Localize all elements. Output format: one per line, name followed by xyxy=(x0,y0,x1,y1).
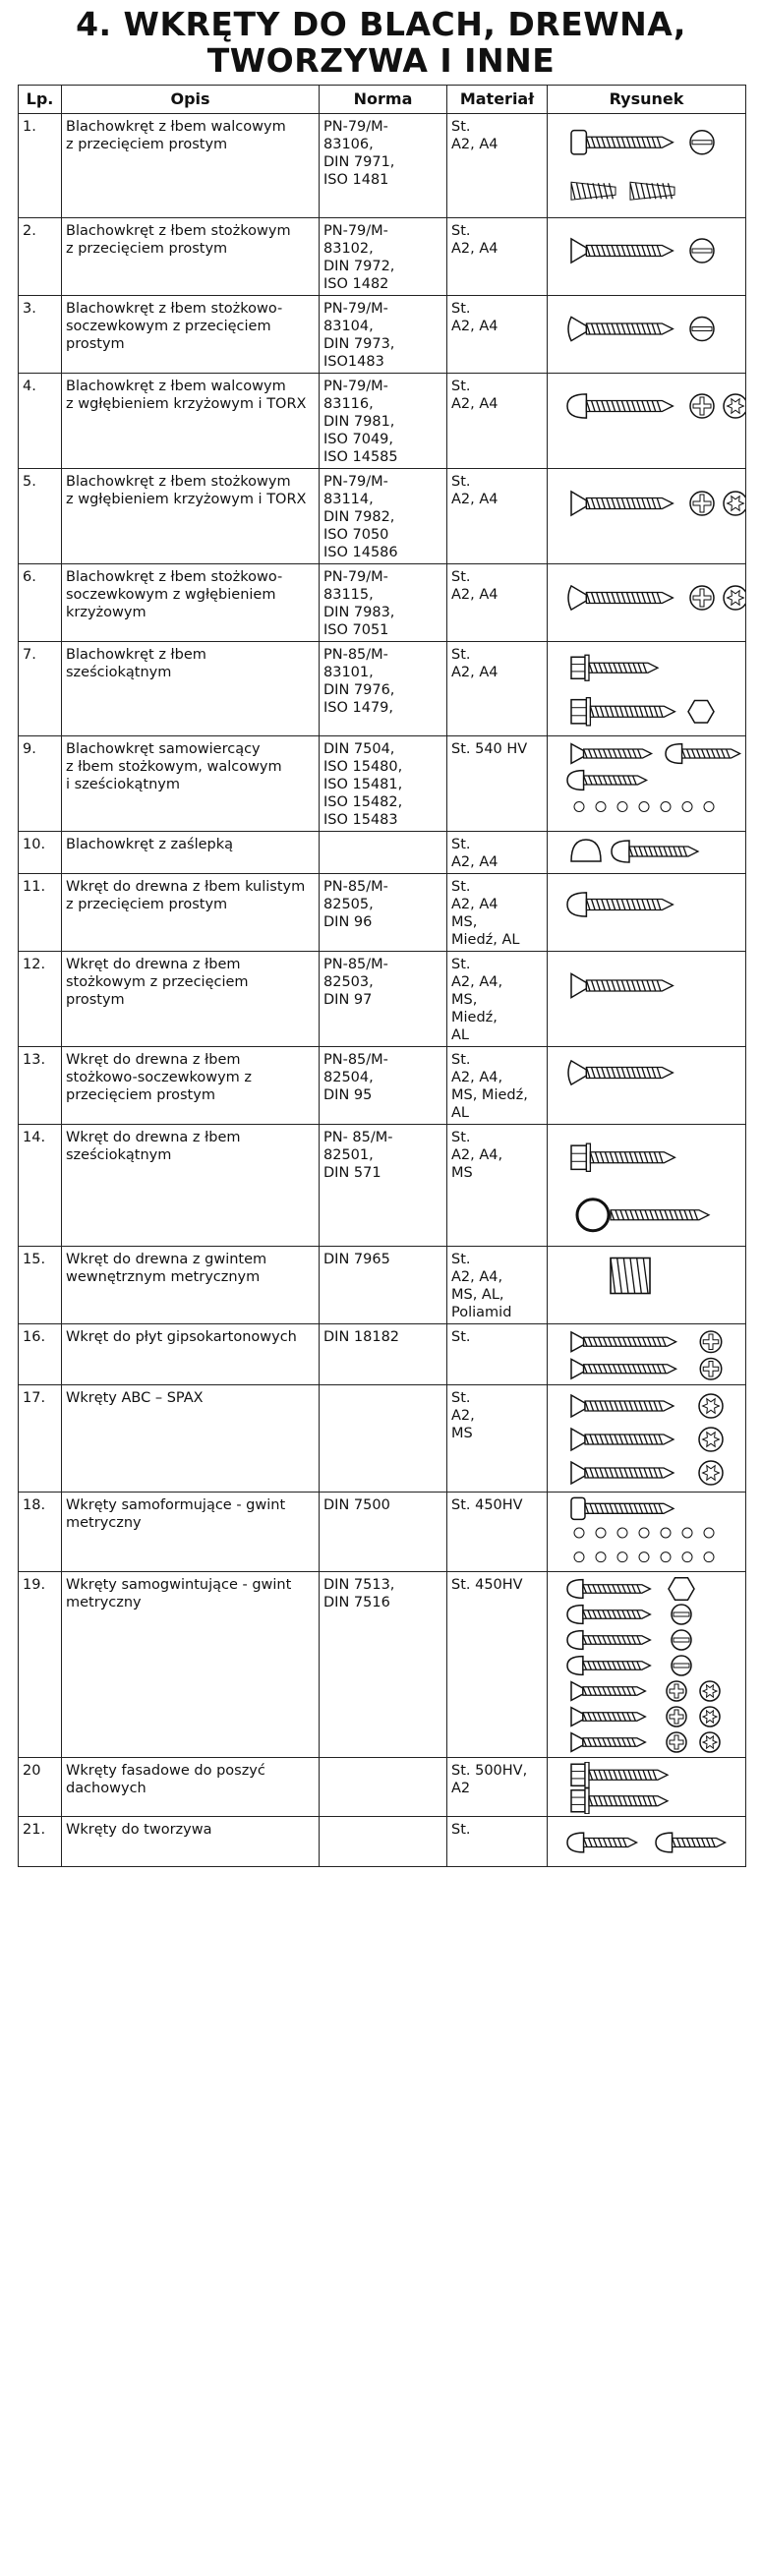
row-material: St. 450HV xyxy=(447,1572,548,1758)
row-opis: Blachowkręt z łbem stożkowo- soczewkowym z wgłębieniem krzyżowym xyxy=(62,564,320,642)
row-opis: Blachowkręt z łbem stożkowo- soczewkowym z przecięciem prostym xyxy=(62,296,320,374)
row-lp: 3. xyxy=(19,296,62,374)
table-row xyxy=(19,832,746,874)
row-opis: Wkręt do drewna z łbem stożkowo-soczewkowym z przecięciem prostym xyxy=(62,1047,320,1125)
page-title xyxy=(0,0,762,79)
row-norma: PN-79/M- 83114, DIN 7982, ISO 7050 ISO 14586 xyxy=(320,469,447,564)
screw-with-cap-icon xyxy=(548,832,746,874)
row-opis: Blachowkręt z zaślepką xyxy=(62,832,320,874)
row-material: St. A2, A4 xyxy=(447,469,548,564)
table-header-row xyxy=(19,86,746,114)
row-opis: Wkręty samoformujące - gwint metryczny xyxy=(62,1493,320,1572)
header-rysunek: Rysunek xyxy=(548,86,746,114)
table-row xyxy=(19,1817,746,1867)
row-norma: PN-85/M- 82504, DIN 95 xyxy=(320,1047,447,1125)
row-opis: Wkręt do drewna z łbem kulistym z przecięciem prostym xyxy=(62,874,320,952)
row-norma: DIN 7513, DIN 7516 xyxy=(320,1572,447,1758)
table-row xyxy=(19,642,746,736)
facade-screw-icon xyxy=(548,1758,746,1817)
row-norma: PN- 85/M- 82501, DIN 571 xyxy=(320,1125,447,1247)
table-row xyxy=(19,1324,746,1385)
row-opis: Blachowkręt samowiercący z łbem stożkowym, walcowym i sześciokątnym xyxy=(62,736,320,832)
row-material: St. 450HV xyxy=(447,1493,548,1572)
screw-hex-head-icon xyxy=(548,642,746,736)
title-line-1: 4. WKRĘTY DO BLACH, DREWNA, xyxy=(76,5,686,43)
table-row xyxy=(19,1758,746,1817)
row-lp: 7. xyxy=(19,642,62,736)
table-row xyxy=(19,952,746,1047)
thread-forming-screw-icon xyxy=(548,1493,746,1572)
row-norma: PN-79/M- 83102, DIN 7972, ISO 1482 xyxy=(320,218,447,296)
screw-countersunk-cross-torx-icon xyxy=(548,469,746,564)
row-lp: 5. xyxy=(19,469,62,564)
table-row xyxy=(19,114,746,218)
row-opis: Blachowkręt z łbem stożkowym z przecięciem prostym xyxy=(62,218,320,296)
row-lp: 6. xyxy=(19,564,62,642)
row-opis: Wkręty fasadowe do poszyć dachowych xyxy=(62,1758,320,1817)
header-lp: Lp. xyxy=(19,86,62,114)
row-lp: 9. xyxy=(19,736,62,832)
screw-self-drilling-icon xyxy=(548,736,746,832)
row-norma: PN-79/M- 83115, DIN 7983, ISO 7051 xyxy=(320,564,447,642)
row-opis: Wkręt do drewna z łbem sześciokątnym xyxy=(62,1125,320,1247)
row-norma: PN-85/M- 82503, DIN 97 xyxy=(320,952,447,1047)
wood-screw-countersunk-icon xyxy=(548,952,746,1047)
table-row xyxy=(19,874,746,952)
row-opis: Blachowkręt z łbem walcowym z wgłębieniem krzyżowym i TORX xyxy=(62,374,320,469)
table-row xyxy=(19,564,746,642)
screw-slotted-countersunk-icon xyxy=(548,218,746,296)
screw-slotted-raised-countersunk-icon xyxy=(548,296,746,374)
row-material: St. A2, A4 xyxy=(447,564,548,642)
row-lp: 15. xyxy=(19,1247,62,1324)
row-norma xyxy=(320,1385,447,1493)
row-lp: 2. xyxy=(19,218,62,296)
thread-cutting-screw-icon xyxy=(548,1572,746,1758)
title-line-2: TWORZYWA I INNE xyxy=(206,41,556,80)
row-opis: Wkręty do tworzywa xyxy=(62,1817,320,1867)
row-opis: Wkręty samogwintujące - gwint metryczny xyxy=(62,1572,320,1758)
row-material: St. A2, A4, MS, Miedź, AL xyxy=(447,952,548,1047)
row-opis: Blachowkręt z łbem sześciokątnym xyxy=(62,642,320,736)
row-material: St. A2, A4 MS, Miedź, AL xyxy=(447,874,548,952)
row-material: St. A2, MS xyxy=(447,1385,548,1493)
row-material: St. A2, A4 xyxy=(447,832,548,874)
wood-screw-round-head-icon xyxy=(548,874,746,952)
row-material: St. xyxy=(447,1817,548,1867)
table-row xyxy=(19,736,746,832)
screws-table xyxy=(18,85,746,1867)
row-opis: Wkręt do drewna z łbem stożkowym z przecięciem prostym xyxy=(62,952,320,1047)
row-norma xyxy=(320,832,447,874)
row-norma: PN-79/M- 83106, DIN 7971, ISO 1481 xyxy=(320,114,447,218)
row-norma xyxy=(320,1758,447,1817)
table-row xyxy=(19,1247,746,1324)
row-norma: DIN 7504, ISO 15480, ISO 15481, ISO 15482, ISO 15483 xyxy=(320,736,447,832)
row-lp: 16. xyxy=(19,1324,62,1385)
row-norma: PN-85/M- 83101, DIN 7976, ISO 1479, xyxy=(320,642,447,736)
row-material: St. 500HV, A2 xyxy=(447,1758,548,1817)
row-material: St. A2, A4 xyxy=(447,218,548,296)
row-lp: 19. xyxy=(19,1572,62,1758)
row-lp: 11. xyxy=(19,874,62,952)
header-material: Materiał xyxy=(447,86,548,114)
row-opis: Wkręty ABC – SPAX xyxy=(62,1385,320,1493)
row-norma: PN-79/M- 83104, DIN 7973, ISO1483 xyxy=(320,296,447,374)
threaded-insert-icon xyxy=(548,1247,746,1324)
row-lp: 20 xyxy=(19,1758,62,1817)
screw-raised-countersunk-cross-icon xyxy=(548,564,746,642)
row-norma: DIN 18182 xyxy=(320,1324,447,1385)
header-norma: Norma xyxy=(320,86,447,114)
spax-screw-icon xyxy=(548,1385,746,1493)
row-material: St. A2, A4, MS xyxy=(447,1125,548,1247)
row-opis: Blachowkręt z łbem walcowym z przecięciem prostym xyxy=(62,114,320,218)
row-opis: Blachowkręt z łbem stożkowym z wgłębieniem krzyżowym i TORX xyxy=(62,469,320,564)
table-row xyxy=(19,1493,746,1572)
row-lp: 4. xyxy=(19,374,62,469)
row-lp: 21. xyxy=(19,1817,62,1867)
row-material: St. 540 HV xyxy=(447,736,548,832)
row-opis: Wkręt do płyt gipsokartonowych xyxy=(62,1324,320,1385)
row-norma: DIN 7500 xyxy=(320,1493,447,1572)
row-material: St. xyxy=(447,1324,548,1385)
table-row xyxy=(19,218,746,296)
row-material: St. A2, A4 xyxy=(447,114,548,218)
row-lp: 12. xyxy=(19,952,62,1047)
row-material: St. A2, A4, MS, Miedź, AL xyxy=(447,1047,548,1125)
table-row xyxy=(19,1572,746,1758)
screw-slotted-cheese-icon xyxy=(548,114,746,218)
row-lp: 18. xyxy=(19,1493,62,1572)
table-row xyxy=(19,1125,746,1247)
table-row xyxy=(19,296,746,374)
row-lp: 13. xyxy=(19,1047,62,1125)
row-material: St. A2, A4 xyxy=(447,296,548,374)
row-lp: 1. xyxy=(19,114,62,218)
drywall-screw-icon xyxy=(548,1324,746,1385)
row-lp: 14. xyxy=(19,1125,62,1247)
row-norma xyxy=(320,1817,447,1867)
table-row xyxy=(19,469,746,564)
table-row xyxy=(19,1047,746,1125)
row-opis: Wkręt do drewna z gwintem wewnętrznym metrycznym xyxy=(62,1247,320,1324)
wood-screw-hex-head-icon xyxy=(548,1125,746,1247)
table-row xyxy=(19,1385,746,1493)
row-norma: DIN 7965 xyxy=(320,1247,447,1324)
row-lp: 17. xyxy=(19,1385,62,1493)
row-norma: PN-79/M- 83116, DIN 7981, ISO 7049, ISO 14585 xyxy=(320,374,447,469)
row-lp: 10. xyxy=(19,832,62,874)
row-material: St. A2, A4 xyxy=(447,374,548,469)
row-material: St. A2, A4 xyxy=(447,642,548,736)
plastic-screw-icon xyxy=(548,1817,746,1867)
screw-pan-cross-torx-icon xyxy=(548,374,746,469)
row-material: St. A2, A4, MS, AL, Poliamid xyxy=(447,1247,548,1324)
row-norma: PN-85/M- 82505, DIN 96 xyxy=(320,874,447,952)
table-row xyxy=(19,374,746,469)
wood-screw-raised-countersunk-icon xyxy=(548,1047,746,1125)
header-opis: Opis xyxy=(62,86,320,114)
